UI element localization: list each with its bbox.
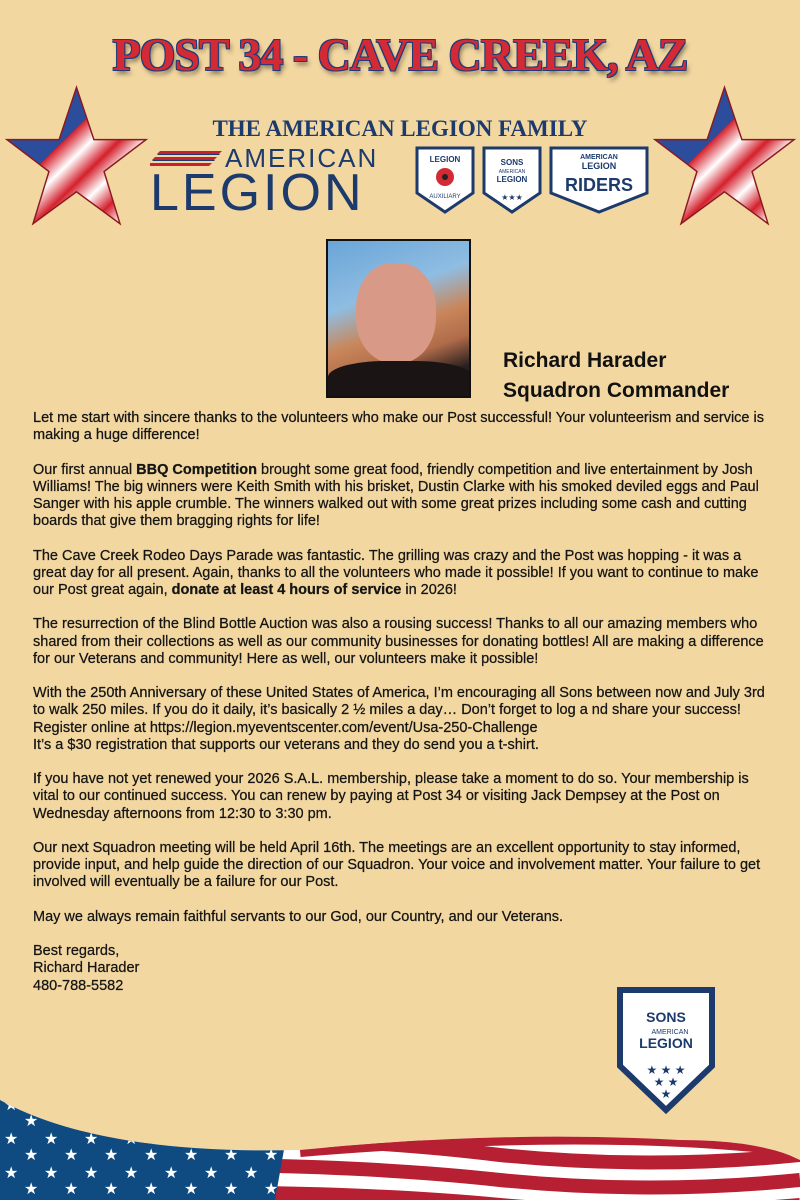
letter-body <box>33 410 778 995</box>
subtitle: THE AMERICAN LEGION FAMILY <box>212 116 588 141</box>
author-photo <box>326 239 471 398</box>
svg-text:RIDERS: RIDERS <box>564 175 634 195</box>
svg-text:LEGION: LEGION <box>639 1035 693 1051</box>
riders-badge <box>549 145 649 215</box>
auxiliary-badge <box>414 145 476 215</box>
author-role: Squadron Commander <box>503 379 730 402</box>
page-title: POST 34 - CAVE CREEK, AZ <box>112 29 688 80</box>
svg-text:AUXILIARY: AUXILIARY <box>429 194 461 200</box>
svg-text:AMERICAN: AMERICAN <box>580 154 618 161</box>
svg-text:LEGION: LEGION <box>496 175 528 184</box>
svg-text:★: ★ <box>660 1087 672 1101</box>
flag-star-icon <box>4 82 149 232</box>
paragraph: If you have not yet renewed your 2026 S.A.L. membership, please take a moment to do so. Your membership is vital to our continued success. You can renew by paying at Post 34 or visiting Jack Dempsey at the Post on Wednesday afternoons from 12:30 to 3:30 pm. <box>33 771 749 822</box>
sons-of-american-legion-badge <box>614 986 718 1114</box>
svg-text:LEGION: LEGION <box>429 155 461 164</box>
paragraph: Let me start with sincere thanks to the volunteers who make our Post successful! Your volunteerism and service is making a huge difference! <box>33 410 764 444</box>
svg-text:AMERICAN: AMERICAN <box>498 169 526 175</box>
paragraph: The resurrection of the Blind Bottle Auction was also a rousing success! Thanks to all our amazing members who shared from their collections as well as our community businesses for donating bottles! All are making a difference for our Veterans and community! Here as well, our volunteers make it possible! <box>33 616 764 667</box>
author-signature-block <box>503 346 729 406</box>
paragraph: Our next Squadron meeting will be held April 16th. The meetings are an excellent opportunity to stay informed, provide input, and help guide the direction of our Squadron. Your voice and involvement matter. Your failure to get involved will eventually be a failure for our Post. <box>33 839 761 891</box>
flag-star-icon <box>652 82 797 232</box>
svg-text:★★★: ★★★ <box>501 193 523 202</box>
svg-text:LEGION: LEGION <box>581 161 617 171</box>
sons-badge <box>481 145 543 215</box>
paragraph: Our first annual BBQ Competition brought some great food, friendly competition and live entertainment by Josh Williams! The big winners were Keith Smith with his brisket, Dustin Clarke with his smoked deviled eggs and Paul Sanger with his apple crumble. The winners walked out with some great prizes including some cash and cutting boards that give them bragging rights for life! <box>33 461 759 530</box>
paragraph: With the 250th Anniversary of these United States of America, I’m encouraging all Sons between now and July 3rd to walk 250 miles. If you do it daily, it’s basically 2 ½ miles a day… Don’t forget to log a nd share your success! Register online at https://legion.myeventscenter.com/event/Usa-250-Challenge It’s a $30 registration that supports our veterans and they do send you a t-shirt. <box>33 685 765 753</box>
paragraph: May we always remain faithful servants to our God, our Country, and our Veterans. <box>33 908 564 925</box>
svg-text:★ ★ ★: ★ ★ ★ <box>646 1063 686 1077</box>
svg-text:SONS: SONS <box>500 158 524 167</box>
svg-text:★ ★: ★ ★ <box>653 1075 679 1089</box>
author-name: Richard Harader <box>503 349 667 372</box>
svg-text:SONS: SONS <box>646 1009 686 1025</box>
american-legion-logo: AMERICAN LEGION <box>150 143 379 222</box>
paragraph: The Cave Creek Rodeo Days Parade was fantastic. The grilling was crazy and the Post was hopping - it was a great day for all present. Again, thanks to all the volunteers who made it possible! If you want to continue to make our Post great again, donate at least 4 hours of service in 2026! <box>33 547 759 598</box>
svg-text:AMERICAN: AMERICAN <box>651 1029 689 1036</box>
signoff: Best regards, Richard Harader 480-788-5582 <box>33 943 140 994</box>
